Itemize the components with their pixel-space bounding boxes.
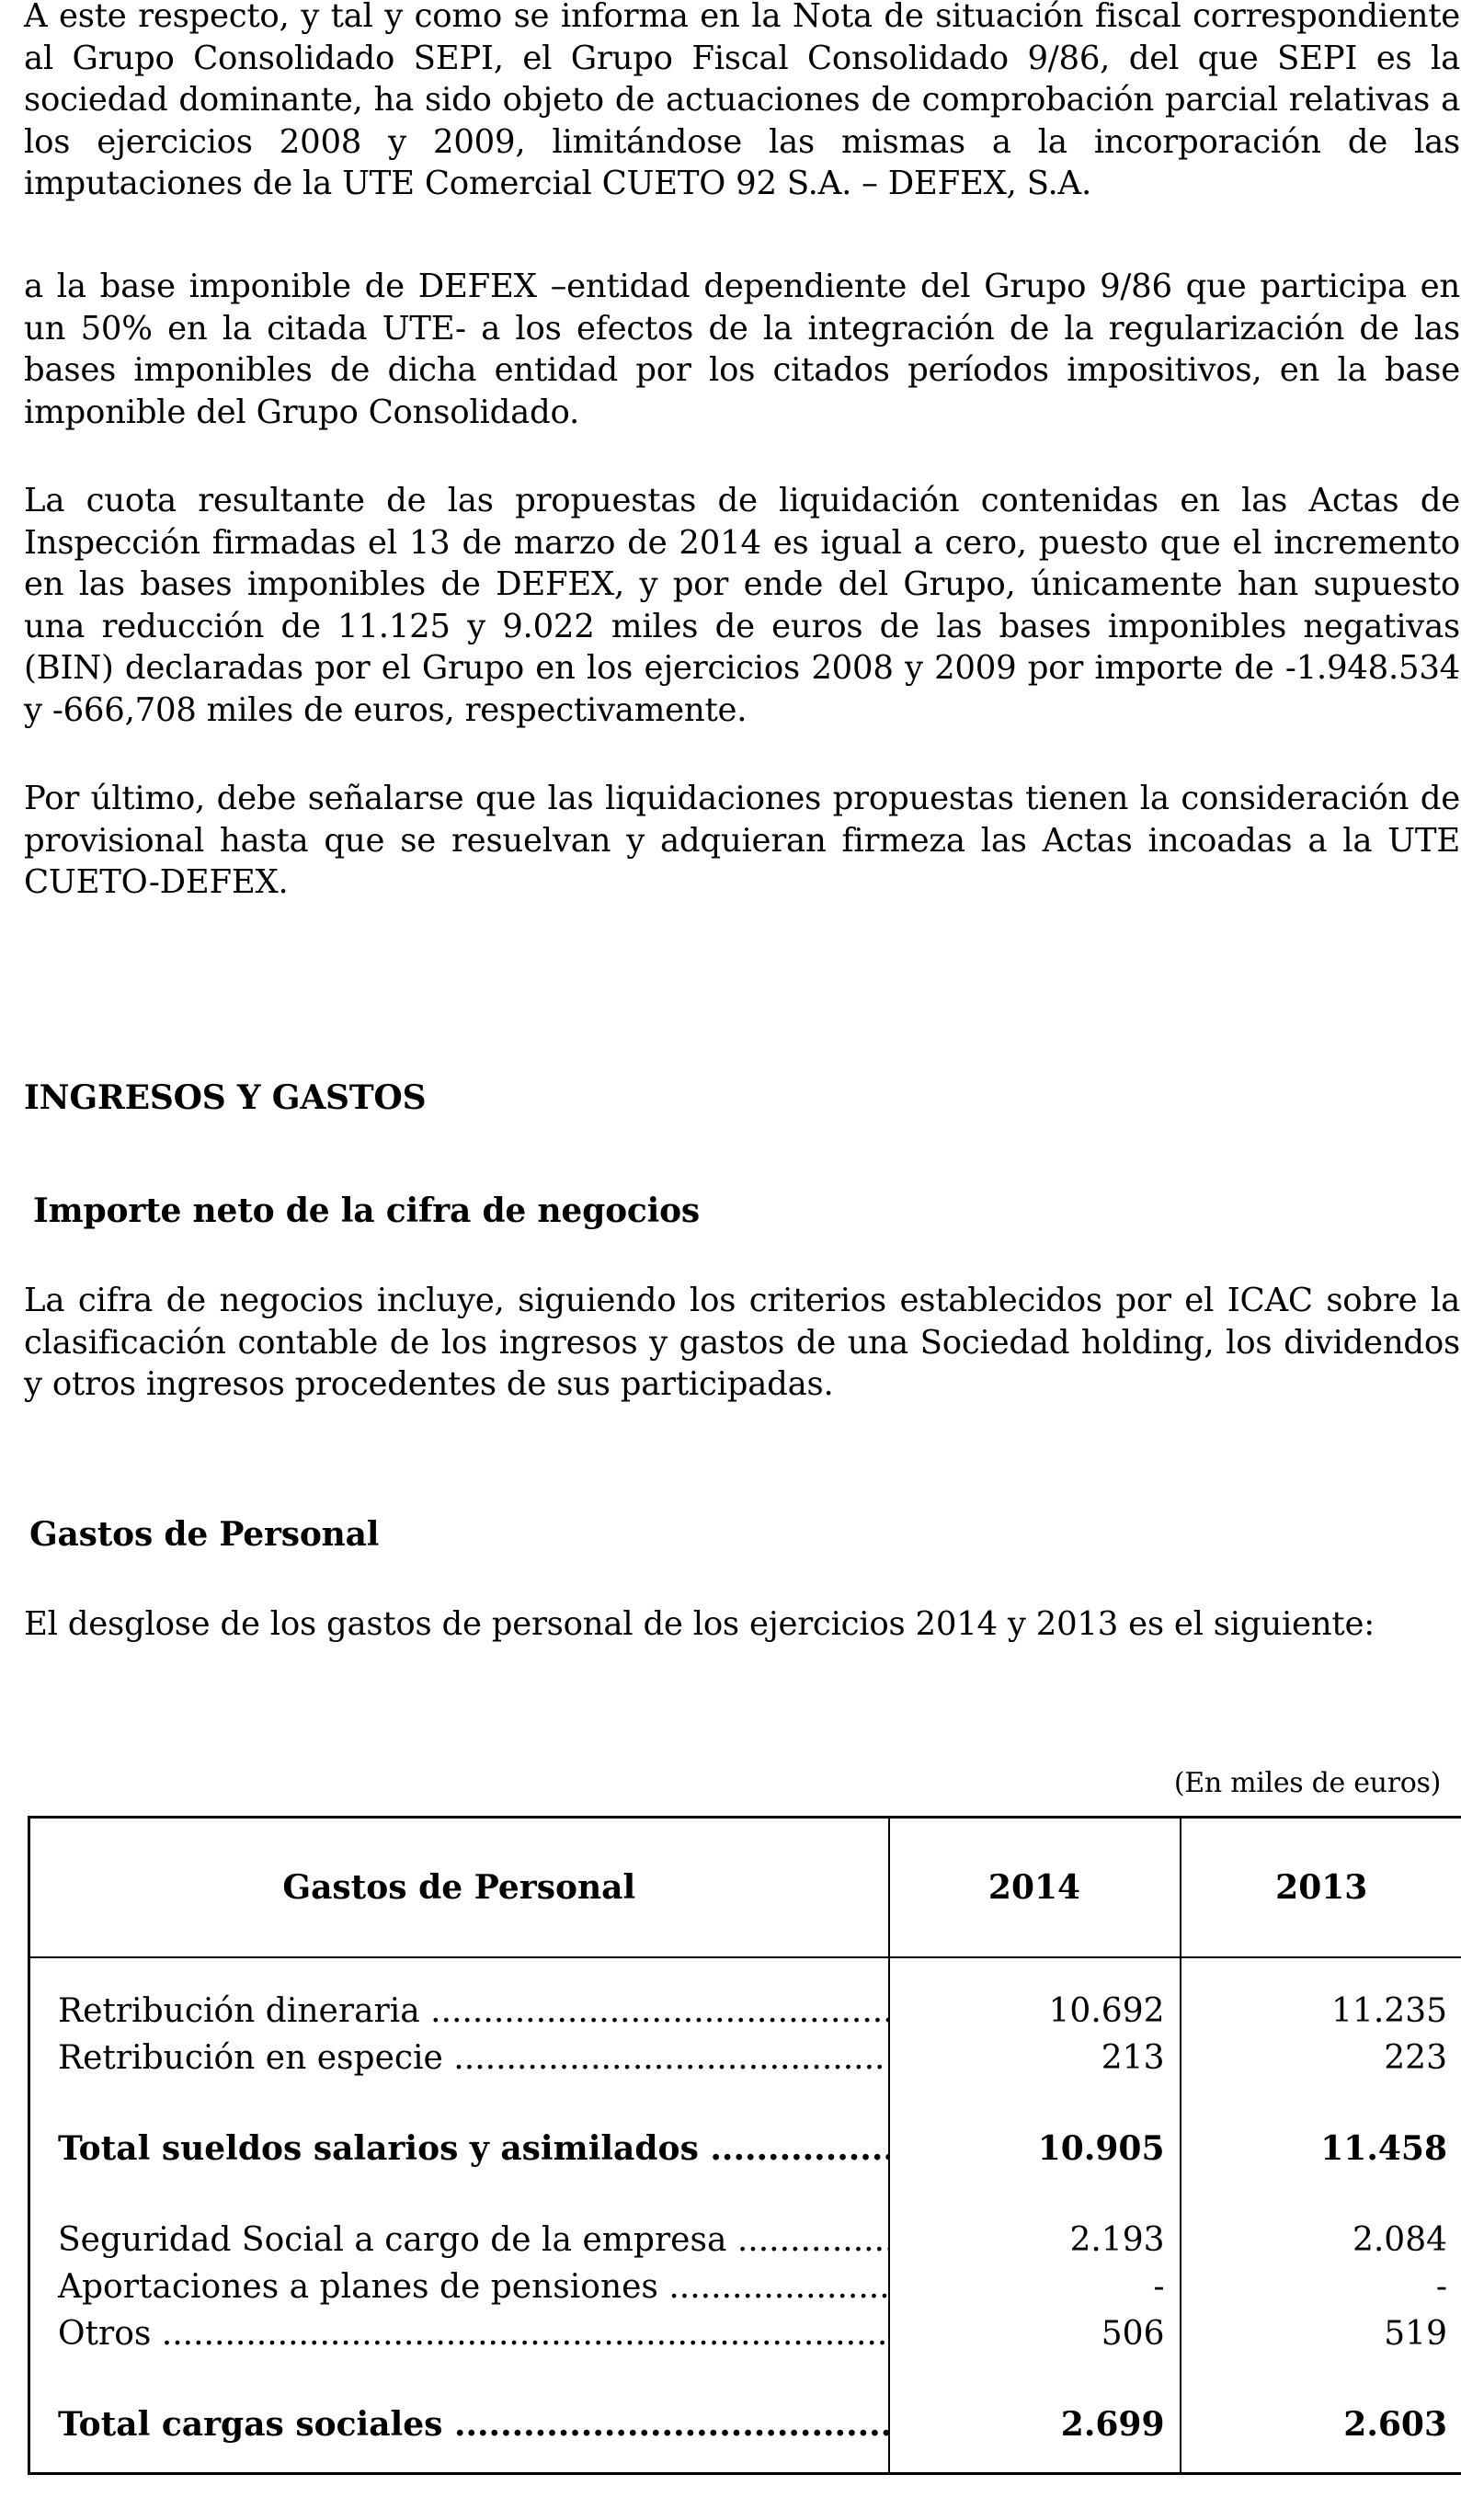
- value-2013: 2.084: [1181, 2217, 1461, 2263]
- row-label: Aportaciones a planes de pensiones .....: [58, 2268, 889, 2306]
- table-row-total: [29, 2126, 1461, 2172]
- value-2014: 10.905: [889, 2126, 1181, 2172]
- header-concept: Gastos de Personal: [29, 1818, 889, 1958]
- row-label: Total sueldos salarios y asimilados .....: [58, 2129, 889, 2168]
- header-year-2014: 2014: [889, 1818, 1181, 1958]
- row-label: Retribución dineraria .....: [58, 1992, 889, 2030]
- subsection-title-net-revenue: Importe neto de la cifra de negocios: [33, 1192, 700, 1230]
- table-header-row: [29, 1818, 1461, 1958]
- value-2013: 2.603: [1181, 2401, 1461, 2448]
- table-row: [29, 1988, 1461, 2035]
- personnel-expenses-table: [28, 1816, 1461, 2475]
- row-label: Seguridad Social a cargo de la empresa .....: [58, 2221, 889, 2259]
- table-row: [29, 2217, 1461, 2263]
- value-2013: 11.235: [1181, 1988, 1461, 2035]
- row-label: Otros .....: [58, 2315, 889, 2353]
- value-2013: -: [1181, 2263, 1461, 2310]
- value-2013: 519: [1181, 2310, 1461, 2357]
- table-row: [29, 2310, 1461, 2357]
- table-row: [29, 2035, 1461, 2081]
- value-2014: 10.692: [889, 1988, 1181, 2035]
- value-2014: -: [889, 2263, 1181, 2310]
- paragraph-provisional-settlement: Por último, debe señalarse que las liquidaciones propuestas tienen la consideración de provisional hasta que se resuelvan y adquieran firmeza las Actas incoadas a la UTE CUETO-DEFEX.: [24, 780, 1460, 901]
- value-2014: 2.699: [889, 2401, 1181, 2448]
- value-2013: 11.458: [1181, 2126, 1461, 2172]
- table-row: [29, 2263, 1461, 2310]
- table-row-total: [29, 2401, 1461, 2448]
- paragraph-tax-inspection: A este respecto, y tal y como se informa en la Nota de situación fiscal correspondiente al Grupo Consolidado SEPI, el Grupo Fiscal Consolidado 9/86, del que SEPI es la sociedad dominante, ha sido objeto de actuaciones de comprobación parcial relativas a los ejercicios 2008 y 2009, limitándose las mismas a la incorporación de las imputaciones de la UTE Comercial CUETO 92 S.A. – DEFEX, S.A.: [24, 0, 1460, 202]
- value-2013: 223: [1181, 2035, 1461, 2081]
- units-note: (En miles de euros): [1173, 1767, 1441, 1799]
- value-2014: 2.193: [889, 2217, 1181, 2263]
- section-title: INGRESOS Y GASTOS: [24, 1078, 427, 1117]
- row-label: Retribución en especie .....: [58, 2039, 889, 2077]
- paragraph-personnel-breakdown: El desglose de los gastos de personal de los ejercicios 2014 y 2013 es el siguiente:: [24, 1605, 1375, 1643]
- paragraph-net-revenue: La cifra de negocios incluye, siguiendo los criterios establecidos por el ICAC sobre la clasificación contable de los ingresos y gastos de una Sociedad holding, los dividendos y otros ingresos procedentes de sus participadas.: [24, 1282, 1460, 1403]
- paragraph-settlement-quota: La cuota resultante de las propuestas de liquidación contenidas en las Actas de Inspección firmadas el 13 de marzo de 2014 es igual a cero, puesto que el incremento en las bases imponibles de DEFEX, y por ende del Grupo, únicamente han supuesto una reducción de 11.125 y 9.022 miles de euros de las bases imponibles negativas (BIN) declaradas por el Grupo en los ejercicios 2008 y 2009 por importe de -1.948.534 y -666,708 miles de euros, respectivamente.: [24, 482, 1460, 729]
- subsection-title-personnel-expenses: Gastos de Personal: [29, 1515, 380, 1554]
- row-label: Total cargas sociales .....: [58, 2405, 889, 2444]
- paragraph-defex-tax-base: a la base imponible de DEFEX –entidad dependiente del Grupo 9/86 que participa en un 50% en la citada UTE- a los efectos de la integración de la regularización de las bases imponibles de dicha entidad por los citados períodos impositivos, en la base imponible del Grupo Consolidado.: [24, 268, 1460, 431]
- value-2014: 506: [889, 2310, 1181, 2357]
- value-2014: 213: [889, 2035, 1181, 2081]
- header-year-2013: 2013: [1181, 1818, 1461, 1958]
